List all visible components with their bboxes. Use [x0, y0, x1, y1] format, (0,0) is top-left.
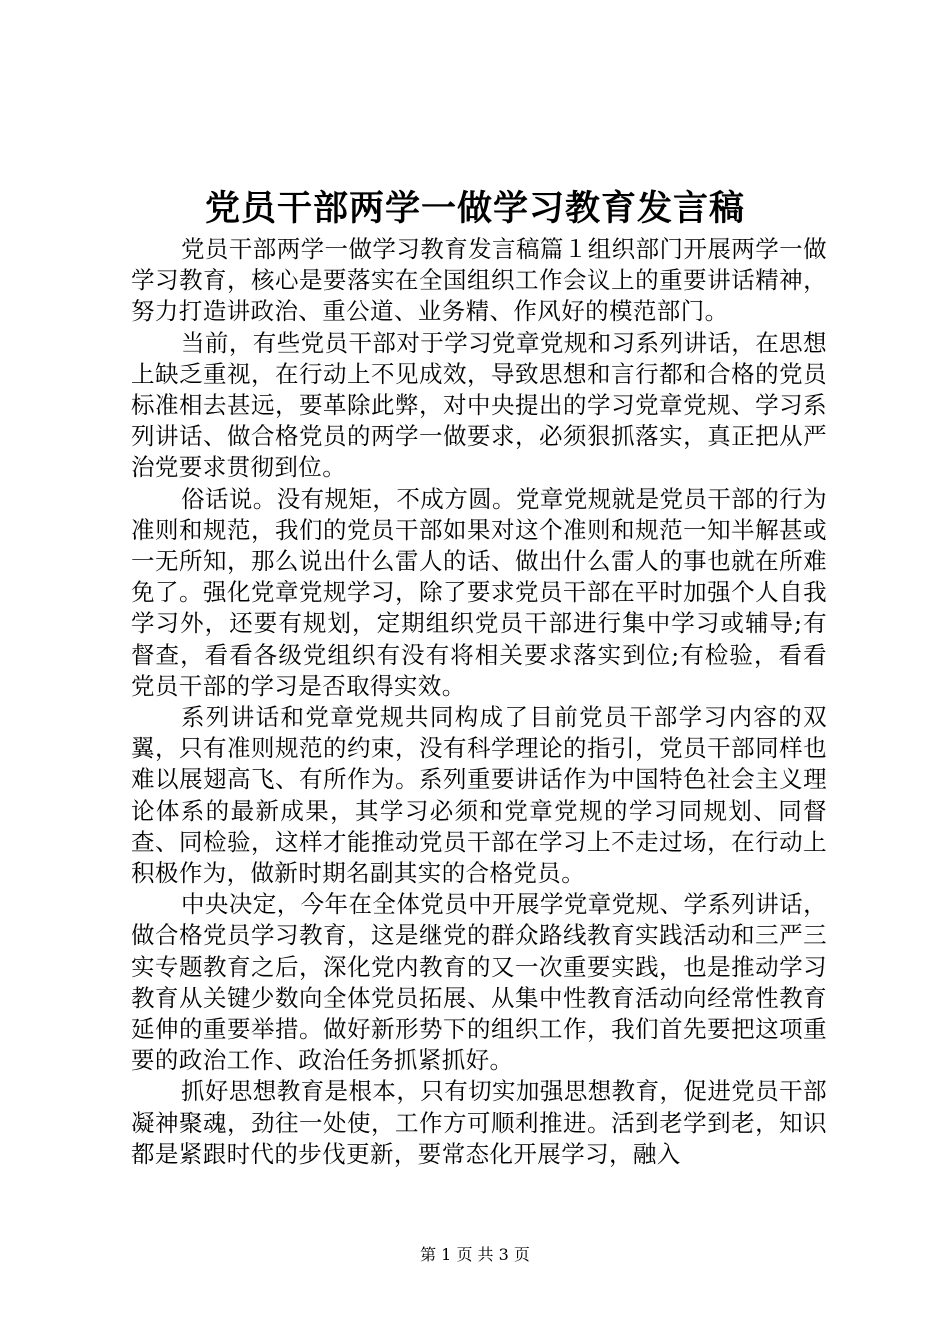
paragraph-2: 当前，有些党员干部对于学习党章党规和习系列讲话，在思想上缺乏重视，在行动上不见成效，导致思想和言行都和合格的党员标准相去甚远，要革除此弊，对中央提出的学习党章党规、学习系列讲话、做合格党员的两学一做要求，必须狠抓落实，真正把从严治党要求贯彻到位。 [131, 328, 827, 482]
document-body [131, 234, 827, 1170]
document-title: 党员干部两学一做学习教育发言稿 [204, 189, 745, 229]
page-number-text: 第 1 页 共 3 页 [420, 1245, 530, 1264]
page-footer [0, 1244, 950, 1266]
paragraph-6: 抓好思想教育是根本，只有切实加强思想教育，促进党员干部凝神聚魂，劲往一处使，工作方可顺利推进。活到老学到老，知识都是紧跟时代的步伐更新，要常态化开展学习，融入 [131, 1077, 827, 1168]
paragraph-3: 俗话说。没有规矩，不成方圆。党章党规就是党员干部的行为准则和规范，我们的党员干部如果对这个准则和规范一知半解甚或一无所知，那么说出什么雷人的话、做出什么雷人的事也就在所难免了。强化党章党规学习，除了要求党员干部在平时加强个人自我学习外，还要有规划，定期组织党员干部进行集中学习或辅导;有督查，看看各级党组织有没有将相关要求落实到位;有检验，看看党员干部的学习是否取得实效。 [131, 484, 827, 700]
paragraph-4: 系列讲话和党章党规共同构成了目前党员干部学习内容的双翼，只有准则规范的约束，没有科学理论的指引，党员干部同样也难以展翅高飞、有所作为。系列重要讲话作为中国特色社会主义理论体系的最新成果，其学习必须和党章党规的学习同规划、同督查、同检验，这样才能推动党员干部在学习上不走过场，在行动上积极作为，做新时期名副其实的合格党员。 [131, 703, 827, 888]
paragraph-1: 党员干部两学一做学习教育发言稿篇１组织部门开展两学一做学习教育，核心是要落实在全国组织工作会议上的重要讲话精神，努力打造讲政治、重公道、业务精、作风好的模范部门。 [131, 235, 827, 326]
paragraph-5: 中央决定，今年在全体党员中开展学党章党规、学系列讲话，做合格党员学习教育，这是继党的群众路线教育实践活动和三严三实专题教育之后，深化党内教育的又一次重要实践，也是推动学习教育从关键少数向全体党员拓展、从集中性教育活动向经常性教育延伸的重要举措。做好新形势下的组织工作，我们首先要把这项重要的政治工作、政治任务抓紧抓好。 [131, 890, 827, 1075]
